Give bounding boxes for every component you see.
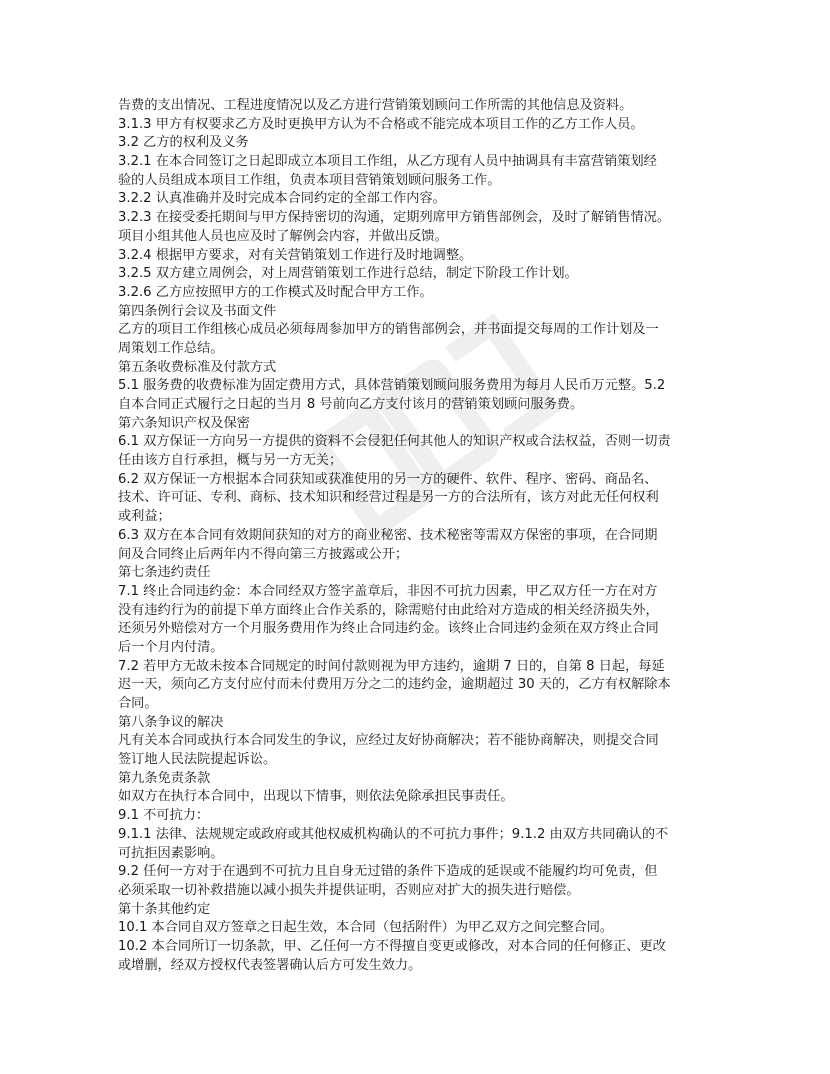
article-heading: 第八条争议的解决 <box>118 714 224 730</box>
text-line: 没有违约行为的前提下单方面终止合作关系的，除需赔付由此给对方造成的相关经济损失外， <box>118 602 659 618</box>
text-line: 3.2.5 双方建立周例会，对上周营销策划工作进行总结，制定下阶段工作计划。 <box>118 266 578 282</box>
article-heading: 第九条免责条款 <box>118 770 211 786</box>
article-heading: 第七条违约责任 <box>118 565 211 581</box>
text-line: 或增删，经双方授权代表签署确认后方可发生效力。 <box>118 957 422 973</box>
text-line: 9.2 任何一方对于在遇到不可抗力且自身无过错的条件下造成的延误或不能履约均可免责，但 <box>118 864 658 880</box>
text-line: 9.1.1 法律、法规规定或政府或其他权威机构确认的不可抗力事件；9.1.2 由双方共同确认的不 <box>118 826 669 842</box>
text-line: 合同。 <box>118 696 158 711</box>
text-line: 周策划工作总结。 <box>118 340 224 356</box>
text-line: 任由该方自行承担，概与另一方无关； <box>118 453 343 469</box>
section-heading: 3.2 乙方的权利及义务 <box>118 135 249 151</box>
article-heading: 第五条收费标准及付款方式 <box>118 359 277 375</box>
text-line: 7.1 终止合同违约金：本合同经双方签字盖章后，非因不可抗力因素，甲乙双方任一方在对方 <box>118 583 658 599</box>
text-line: 3.2.6 乙方应按照甲方的工作模式及时配合甲方工作。 <box>118 284 433 300</box>
article-heading: 第四条例行会议及书面文件 <box>118 303 277 319</box>
text-line: 签订地人民法院提起诉讼。 <box>118 752 277 768</box>
text-line: 自本合同正式履行之日起的当月 8 号前向乙方支付该月的营销策划顾问服务费。 <box>118 397 584 412</box>
text-line: 5.1 服务费的收费标准为固定费用方式，具体营销策划顾问服务费用为每月人民币万元整。5.2 <box>118 378 666 394</box>
text-line: 后一个月内付清。 <box>118 639 224 655</box>
text-line: 或利益； <box>118 509 171 525</box>
article-heading: 第十条其他约定 <box>118 901 211 917</box>
text-line: 项目小组其他人员也应及时了解例会内容，并做出反馈。 <box>118 228 448 244</box>
text-line: 3.2.2 认真准确并及时完成本合同约定的全部工作内容。 <box>118 191 446 207</box>
text-line: 间及合同终止后两年内不得向第三方披露或公开； <box>118 546 409 562</box>
contract-page <box>118 97 714 975</box>
text-line: 3.2.4 根据甲方要求，对有关营销策划工作进行及时地调整。 <box>118 247 473 263</box>
article-heading: 第六条知识产权及保密 <box>118 415 250 431</box>
text-line: 验的人员组成本项目工作组，负责本项目营销策划顾问服务工作。 <box>118 172 501 188</box>
text-line: 6.3 双方在本合同有效期间获知的对方的商业秘密、技术秘密等需双方保密的事项，在合同期 <box>118 527 658 543</box>
text-line: 迟一天，须向乙方支付应付而未付费用万分之二的违约金，逾期超过 30 天的，乙方有权解除本 <box>118 677 671 693</box>
text-line: 3.2.1 在本合同签订之日起即成立本项目工作组，从乙方现有人员中抽调具有丰富营销策划经 <box>118 154 657 170</box>
text-line: 6.2 双方保证一方根据本合同获知或获准使用的另一方的硬件、软件、程序、密码、商品名、 <box>118 471 658 487</box>
text-line: 3.2.3 在接受委托期间与甲方保持密切的沟通，定期列席甲方销售部例会，及时了解销售情况。 <box>118 210 671 226</box>
text-line: 6.1 双方保证一方向另一方提供的资料不会侵犯任何其他人的知识产权或合法权益，否则一切责 <box>118 434 671 450</box>
text-line: 3.1.3 甲方有权要求乙方及时更换甲方认为不合格或不能完成本项目工作的乙方工作人员。 <box>118 116 644 132</box>
text-line: 告费的支出情况、工程进度情况以及乙方进行营销策划顾问工作所需的其他信息及资料。 <box>118 98 633 113</box>
text-line: 如双方在执行本合同中，出现以下情事，则依法免除承担民事责任。 <box>118 789 514 805</box>
text-line: 10.1 本合同自双方签章之日起生效，本合同（包括附件）为甲乙双方之间完整合同。 <box>118 920 614 936</box>
text-line: 乙方的项目工作组核心成员必须每周参加甲方的销售部例会，并书面提交每周的工作计划及一 <box>118 322 659 338</box>
text-line: 9.1 不可抗力： <box>118 808 210 824</box>
text-line: 凡有关本合同或执行本合同发生的争议，应经过友好协商解决；若不能协商解决，则提交合同 <box>118 733 659 749</box>
text-line: 可抗拒因素影响。 <box>118 845 224 861</box>
text-line: 还须另外赔偿对方一个月服务费用作为终止合同违约金。该终止合同违约金须在双方终止合同 <box>118 621 659 637</box>
text-line: 必须采取一切补救措施以减小损失并提供证明，否则应对扩大的损失进行赔偿。 <box>118 882 580 898</box>
text-line: 10.2 本合同所订一切条款，甲、乙任何一方不得擅自变更或修改，对本合同的任何修正、更改 <box>118 938 666 954</box>
text-line: 7.2 若甲方无故未按本合同规定的时间付款则视为甲方违约，逾期 7 日的，自第 8 日起，每延 <box>118 658 665 674</box>
text-line: 技术、许可证、专利、商标、技术知识和经营过程是另一方的合法所有，该方对此无任何权利 <box>118 490 659 506</box>
